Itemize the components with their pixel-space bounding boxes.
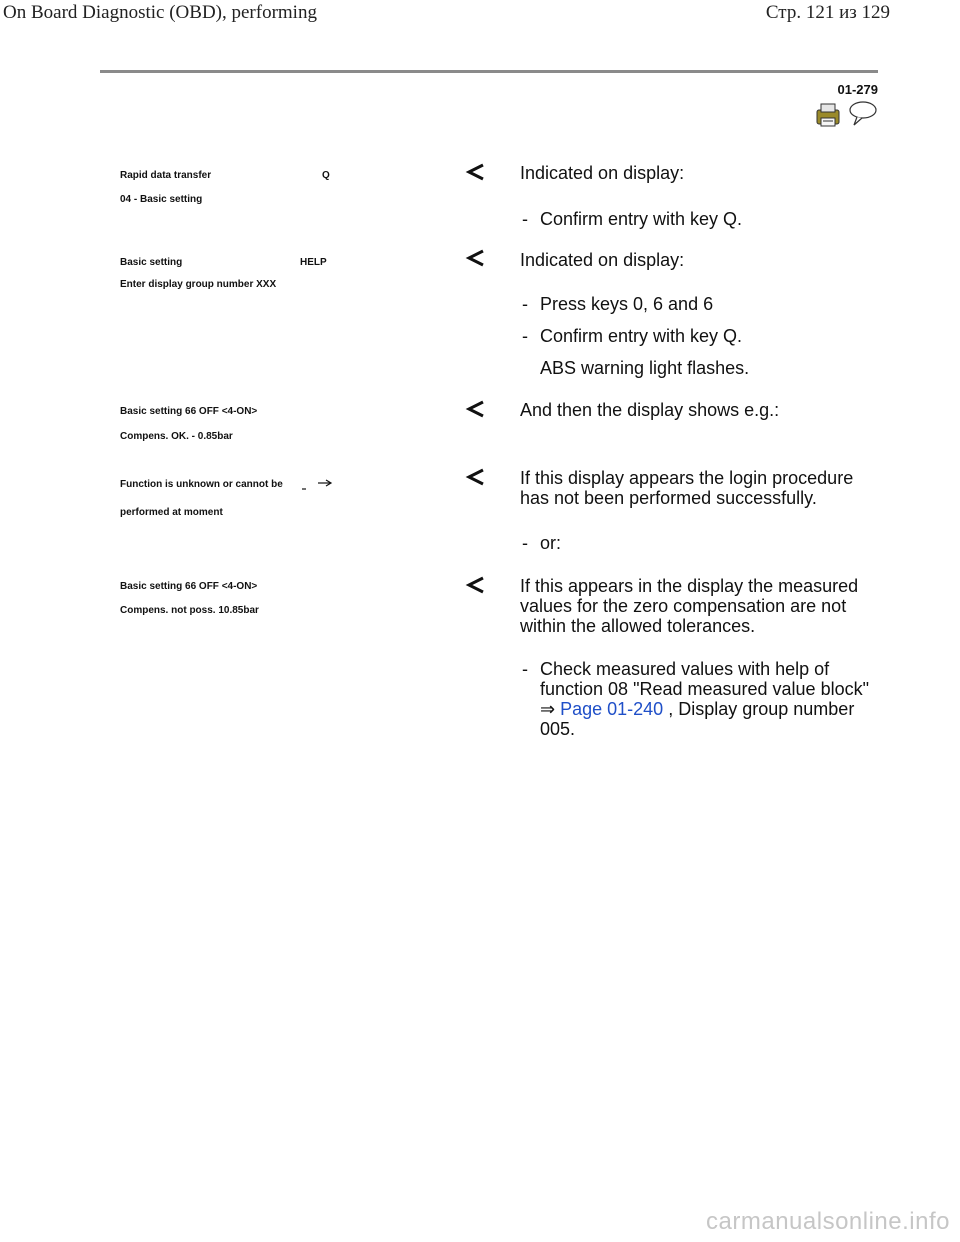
step-item: - or: [522,533,562,553]
toolbar-icons [815,100,880,130]
instruction-text: Indicated on display: [520,250,685,270]
pointer-arrow-icon [465,400,485,418]
display-line: Compens. not poss. 10.85bar [120,605,259,616]
display-key: HELP [300,257,327,268]
display-line: performed at moment [120,507,223,518]
page-number: 01-279 [837,82,878,97]
note-text: ABS warning light flashes. [540,358,750,378]
display-line: 04 - Basic setting [120,194,203,205]
step-item: - Press keys 0, 6 and 6 [522,294,714,314]
instruction-text: And then the display shows e.g.: [520,400,780,420]
display-line: Compens. OK. - 0.85bar [120,431,233,442]
speech-bubble-icon[interactable] [850,102,876,125]
step-item: - Confirm entry with key Q. [522,326,743,346]
instruction-text: If this appears in the display the measured [520,576,859,596]
instruction-text: Indicated on display: [520,163,685,183]
display-line: Rapid data transfer [120,170,212,181]
instruction-text: If this display appears the login procedure [520,468,854,488]
display-line: Enter display group number XXX [120,279,277,290]
instruction-text: values for the zero compensation are not [520,596,847,616]
pointer-arrow-icon [465,249,485,267]
step-item: - Confirm entry with key Q. [522,209,743,229]
page-counter: Стр. 121 из 129 [765,2,890,23]
step-item: - Check measured values with help of function 08 "Read measured value block" ⇒ Page 01-240 , Display group number 005. [522,659,869,739]
instruction-text: has not been performed successfully. [520,488,817,508]
watermark: carmanualsonline.info [706,1208,950,1235]
instruction-text: within the allowed tolerances. [520,616,756,636]
header-divider [100,70,878,73]
display-line: Basic setting [120,257,183,268]
document-title: On Board Diagnostic (OBD), performing [3,2,317,23]
display-key: Q [322,170,330,181]
page-link[interactable]: Page 01-240 [560,699,664,719]
continuation-arrow-icon [302,477,334,491]
printer-icon[interactable] [817,104,839,126]
pointer-arrow-icon [465,576,485,594]
pointer-arrow-icon [465,163,485,181]
pointer-arrow-icon [465,468,485,486]
display-line: Basic setting 66 OFF <4-ON> [120,406,258,417]
display-line: Function is unknown or cannot be [120,479,283,490]
display-line: Basic setting 66 OFF <4-ON> [120,581,258,592]
